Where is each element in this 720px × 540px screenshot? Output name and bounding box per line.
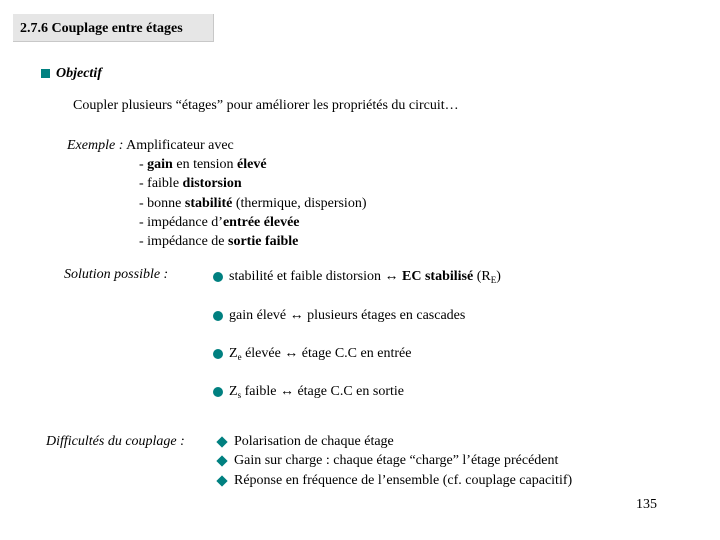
solution-label: Solution possible :	[64, 267, 169, 282]
objective-label: Objectif	[56, 66, 102, 81]
diamond-bullet-icon	[216, 475, 227, 486]
example-item: - impédance d’entrée élevée	[139, 215, 300, 230]
example-intro	[67, 139, 234, 153]
objective-description: Coupler plusieurs “étages” pour améliorer les propriétés du circuit…	[73, 98, 459, 113]
example-item: - faible distorsion	[139, 176, 242, 191]
difficulty-item: Gain sur charge : chaque étage “charge” l’étage précédent	[234, 453, 559, 468]
example-item: - bonne stabilité (thermique, dispersion)	[139, 196, 367, 211]
circle-bullet-icon	[213, 311, 223, 321]
difficulty-item: Polarisation de chaque étage	[234, 434, 394, 449]
solution-item: $Z_e$ élevée ↔ étage C.C en entrée	[229, 346, 412, 362]
example-item: - gain en tension élevé	[139, 157, 267, 172]
example-intro-text: Amplificateur avec	[126, 138, 234, 153]
square-bullet-icon	[41, 69, 50, 78]
page-number: 135	[636, 497, 657, 512]
difficulty-item: Réponse en fréquence de l’ensemble (cf. couplage capacitif)	[234, 473, 573, 488]
slide-title: 2.7.6 Couplage entre étages	[20, 21, 183, 36]
circle-bullet-icon	[213, 272, 223, 282]
example-label: Exemple :	[67, 138, 124, 153]
circle-bullet-icon	[213, 387, 223, 397]
solution-item: stabilité et faible distorsion ↔ EC stabilisé $(R_E)$	[229, 269, 501, 285]
diamond-bullet-icon	[216, 436, 227, 447]
example-item: - impédance de sortie faible	[139, 234, 299, 249]
solution-item: $Z_s$ faible ↔ étage C.C en sortie	[229, 384, 404, 400]
difficulties-label: Difficultés du couplage :	[46, 434, 185, 449]
circle-bullet-icon	[213, 349, 223, 359]
solution-item: gain élevé ↔ plusieurs étages en cascades	[229, 308, 466, 323]
diamond-bullet-icon	[216, 455, 227, 466]
